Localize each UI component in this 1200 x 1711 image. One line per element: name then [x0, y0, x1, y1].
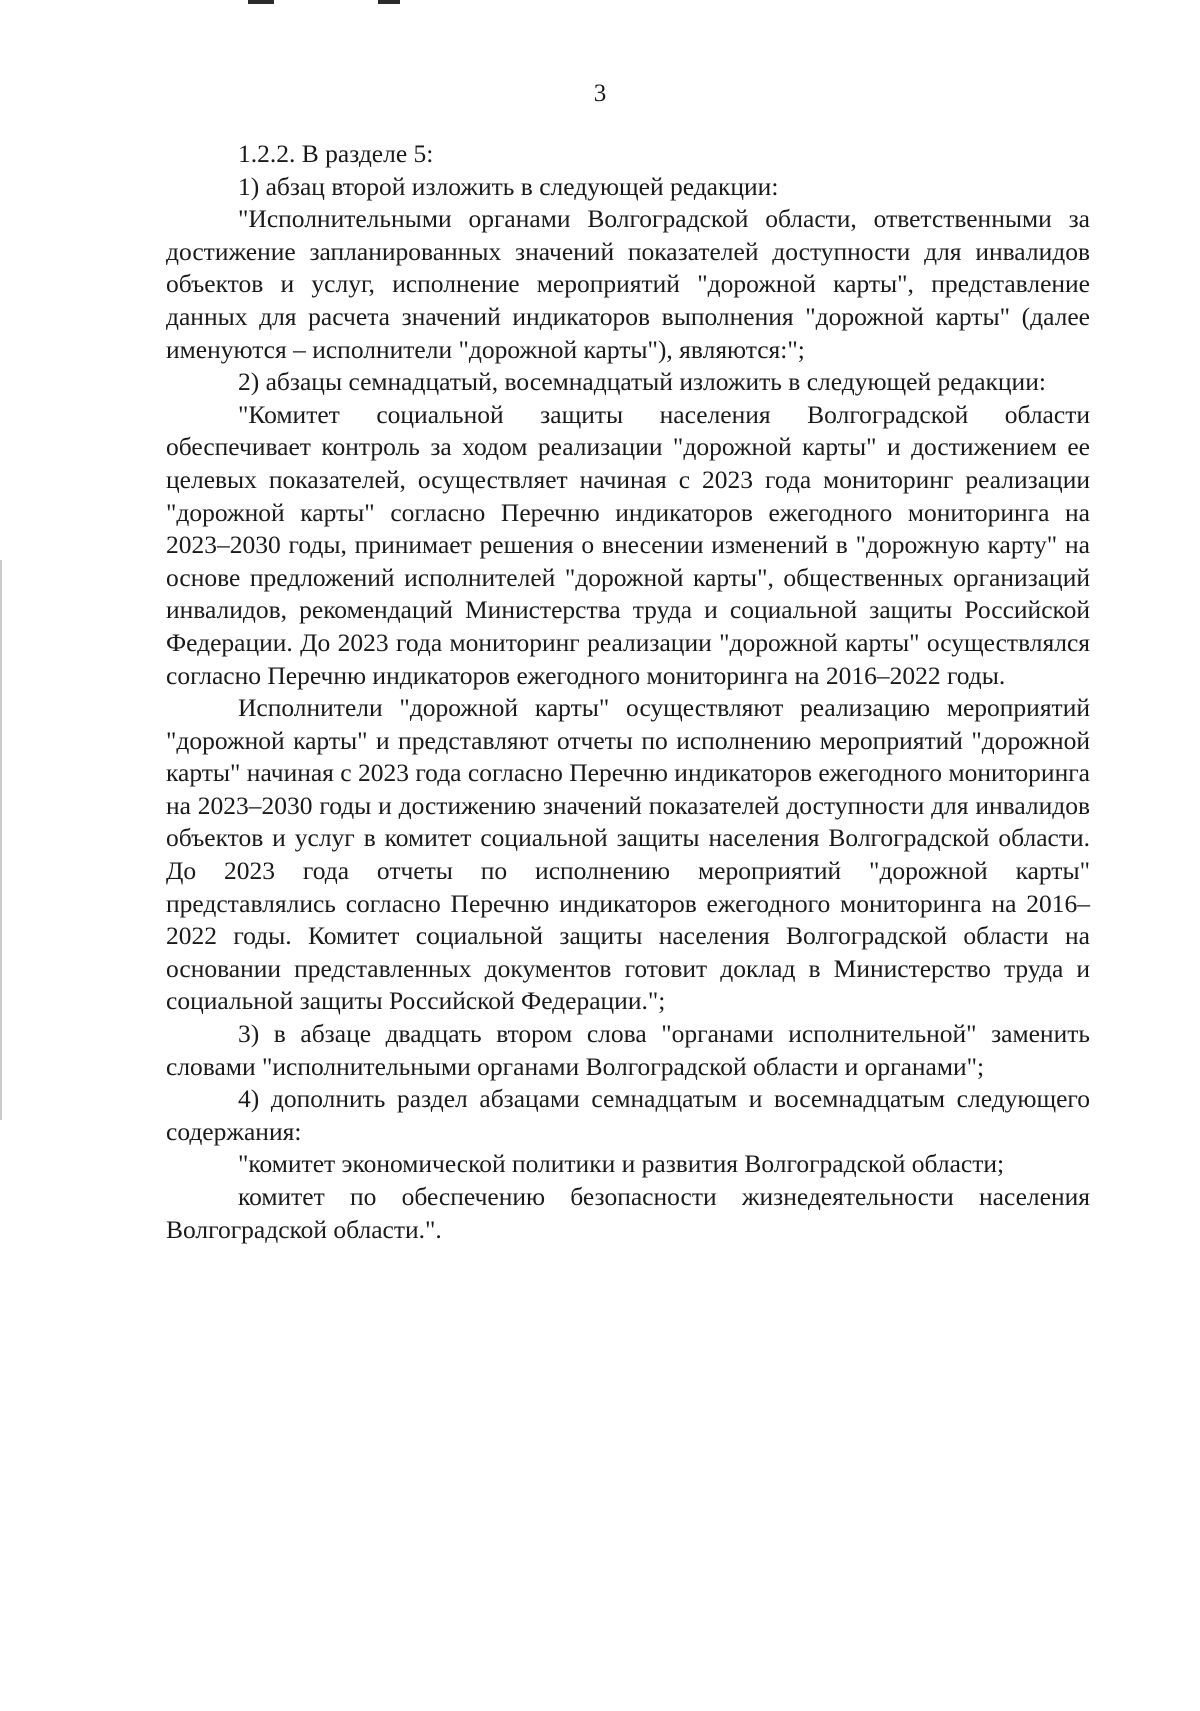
paragraph-item-3: 3) в абзаце двадцать втором слова "органами исполнительной" заменить словами "исполнительными органами Волгоградской области и органами";: [166, 1019, 1090, 1081]
paragraph-quote-executors: "Исполнительными органами Волгоградской области, ответственными за достижение запланированных значений показателей доступности для инвалидов объектов и услуг, исполнение мероприятий "дорожной карты", представление данных для расчета значений индикаторов выполнения "дорожной карты" (далее именуются – исполнители "дорожной карты"), являются:";: [166, 204, 1090, 364]
paragraph-item-4: 4) дополнить раздел абзацами семнадцатым и восемнадцатым следующего содержания:: [166, 1084, 1090, 1146]
paragraph-quote-executors-reports: Исполнители "дорожной карты" осуществляют реализацию мероприятий "дорожной карты" и представляют отчеты по исполнению мероприятий "дорожной карты" начиная с 2023 года согласно Перечню индикаторов ежегодного мониторинга на 2023–2030 годы и достижению значений показателей доступности для инвалидов объектов и услуг в комитет социальной защиты населения Волгоградской области. До 2023 года отчеты по исполнению мероприятий "дорожной карты" представлялись согласно Перечню индикаторов ежегодного мониторинга на 2016–2022 годы. Комитет социальной защиты населения Волгоградской области на основании представленных документов готовит доклад в Министерство труда и социальной защиты Российской Федерации.";: [166, 693, 1090, 1016]
scan-artifact: [248, 0, 274, 4]
page-number: 3: [593, 80, 607, 107]
paragraph-item-1: 1) абзац второй изложить в следующей редакции:: [238, 171, 779, 201]
document-body: [166, 138, 1090, 1246]
scan-artifact: [378, 0, 400, 4]
scan-edge-artifact: [0, 560, 2, 1120]
paragraph-quote-committee: "Комитет социальной защиты населения Волгоградской области обеспечивает контроль за ходом реализации "дорожной карты" и достижением ее целевых показателей, осуществляет начиная с 2023 года мониторинг реализации "дорожной карты" согласно Перечню индикаторов ежегодного мониторинга на 2023–2030 годы, принимает решения о внесении изменений в "дорожную карту" на основе предложений исполнителей "дорожной карты", общественных организаций инвалидов, рекомендаций Министерства труда и социальной защиты Российской Федерации. До 2023 года мониторинг реализации "дорожной карты" осуществлялся согласно Перечню индикаторов ежегодного мониторинга на 2016–2022 годы.: [166, 399, 1090, 690]
paragraph-item-2: 2) абзацы семнадцатый, восемнадцатый изложить в следующей редакции:: [238, 367, 1046, 397]
paragraph-safety-committee: комитет по обеспечению безопасности жизнедеятельности населения Волгоградской области.".: [166, 1182, 1090, 1244]
paragraph-section-heading: 1.2.2. В разделе 5:: [238, 139, 434, 168]
paragraph-quote-economic-committee: "комитет экономической политики и развития Волгоградской области;: [238, 1149, 1005, 1179]
